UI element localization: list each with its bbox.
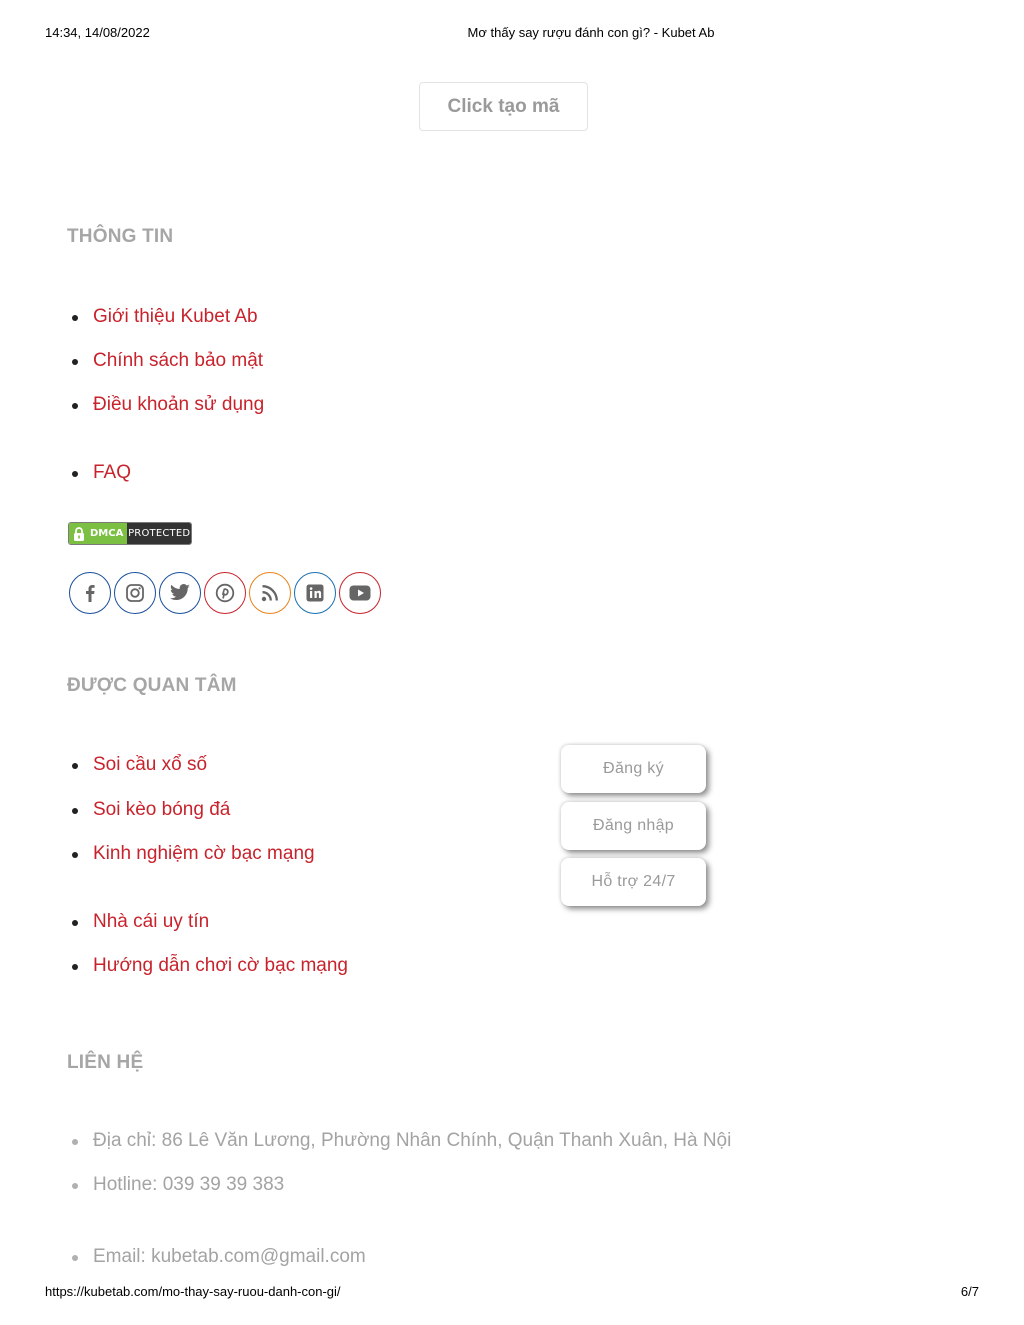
facebook-icon[interactable] — [69, 572, 111, 614]
print-footer — [0, 1284, 1024, 1300]
generate-code-button[interactable]: Click tạo mã — [419, 82, 588, 131]
bullet-icon — [72, 920, 78, 926]
dmca-label: DMCA — [89, 523, 127, 544]
bullet-icon — [72, 471, 78, 477]
support-button[interactable]: Hỗ trợ 24/7 — [561, 858, 706, 906]
link-gambling-guide[interactable]: Hướng dẫn chơi cờ bạc mạng — [93, 955, 348, 976]
link-terms[interactable]: Điều khoản sử dụng — [93, 394, 265, 415]
link-gambling-experience[interactable]: Kinh nghiệm cờ bạc mạng — [93, 843, 315, 864]
register-button[interactable]: Đăng ký — [561, 745, 706, 793]
bullet-icon — [72, 1139, 78, 1145]
lock-icon — [69, 523, 89, 544]
print-page-number: 6/7 — [960, 1284, 979, 1299]
bullet-icon — [72, 1255, 78, 1261]
link-lottery[interactable]: Soi cầu xổ số — [93, 754, 208, 775]
print-datetime: 14:34, 14/08/2022 — [45, 25, 150, 40]
contact-hotline[interactable]: Hotline: 039 39 39 383 — [93, 1174, 285, 1195]
login-button[interactable]: Đăng nhập — [561, 802, 706, 850]
featured-section-title: ĐƯỢC QUAN TÂM — [67, 675, 237, 696]
print-header — [0, 25, 1024, 41]
rss-icon[interactable] — [249, 572, 291, 614]
contact-email[interactable]: Email: kubetab.com@gmail.com — [93, 1246, 366, 1267]
link-faq[interactable]: FAQ — [93, 462, 132, 483]
print-url: https://kubetab.com/mo-thay-say-ruou-danh-con-gi/ — [45, 1284, 341, 1299]
bullet-icon — [72, 763, 78, 769]
dmca-protected-label: PROTECTED — [127, 523, 191, 544]
instagram-icon[interactable] — [114, 572, 156, 614]
link-trusted-bookmakers[interactable]: Nhà cái uy tín — [93, 911, 210, 932]
bullet-icon — [72, 964, 78, 970]
dmca-badge[interactable] — [68, 522, 192, 545]
link-football-odds[interactable]: Soi kèo bóng đá — [93, 799, 231, 820]
contact-address: Địa chỉ: 86 Lê Văn Lương, Phường Nhân Chính, Quận Thanh Xuân, Hà Nội — [93, 1130, 732, 1151]
bullet-icon — [72, 403, 78, 409]
youtube-icon[interactable] — [339, 572, 381, 614]
info-section-title: THÔNG TIN — [67, 226, 174, 247]
bullet-icon — [72, 852, 78, 858]
pinterest-icon[interactable] — [204, 572, 246, 614]
bullet-icon — [72, 1183, 78, 1189]
bullet-icon — [72, 315, 78, 321]
bullet-icon — [72, 808, 78, 814]
linkedin-icon[interactable] — [294, 572, 336, 614]
bullet-icon — [72, 359, 78, 365]
twitter-icon[interactable] — [159, 572, 201, 614]
link-privacy-policy[interactable]: Chính sách bảo mật — [93, 350, 264, 371]
link-about[interactable]: Giới thiệu Kubet Ab — [93, 306, 258, 327]
contact-section-title: LIÊN HỆ — [67, 1052, 144, 1073]
print-page-title: Mơ thấy say rượu đánh con gì? - Kubet Ab — [467, 25, 715, 40]
